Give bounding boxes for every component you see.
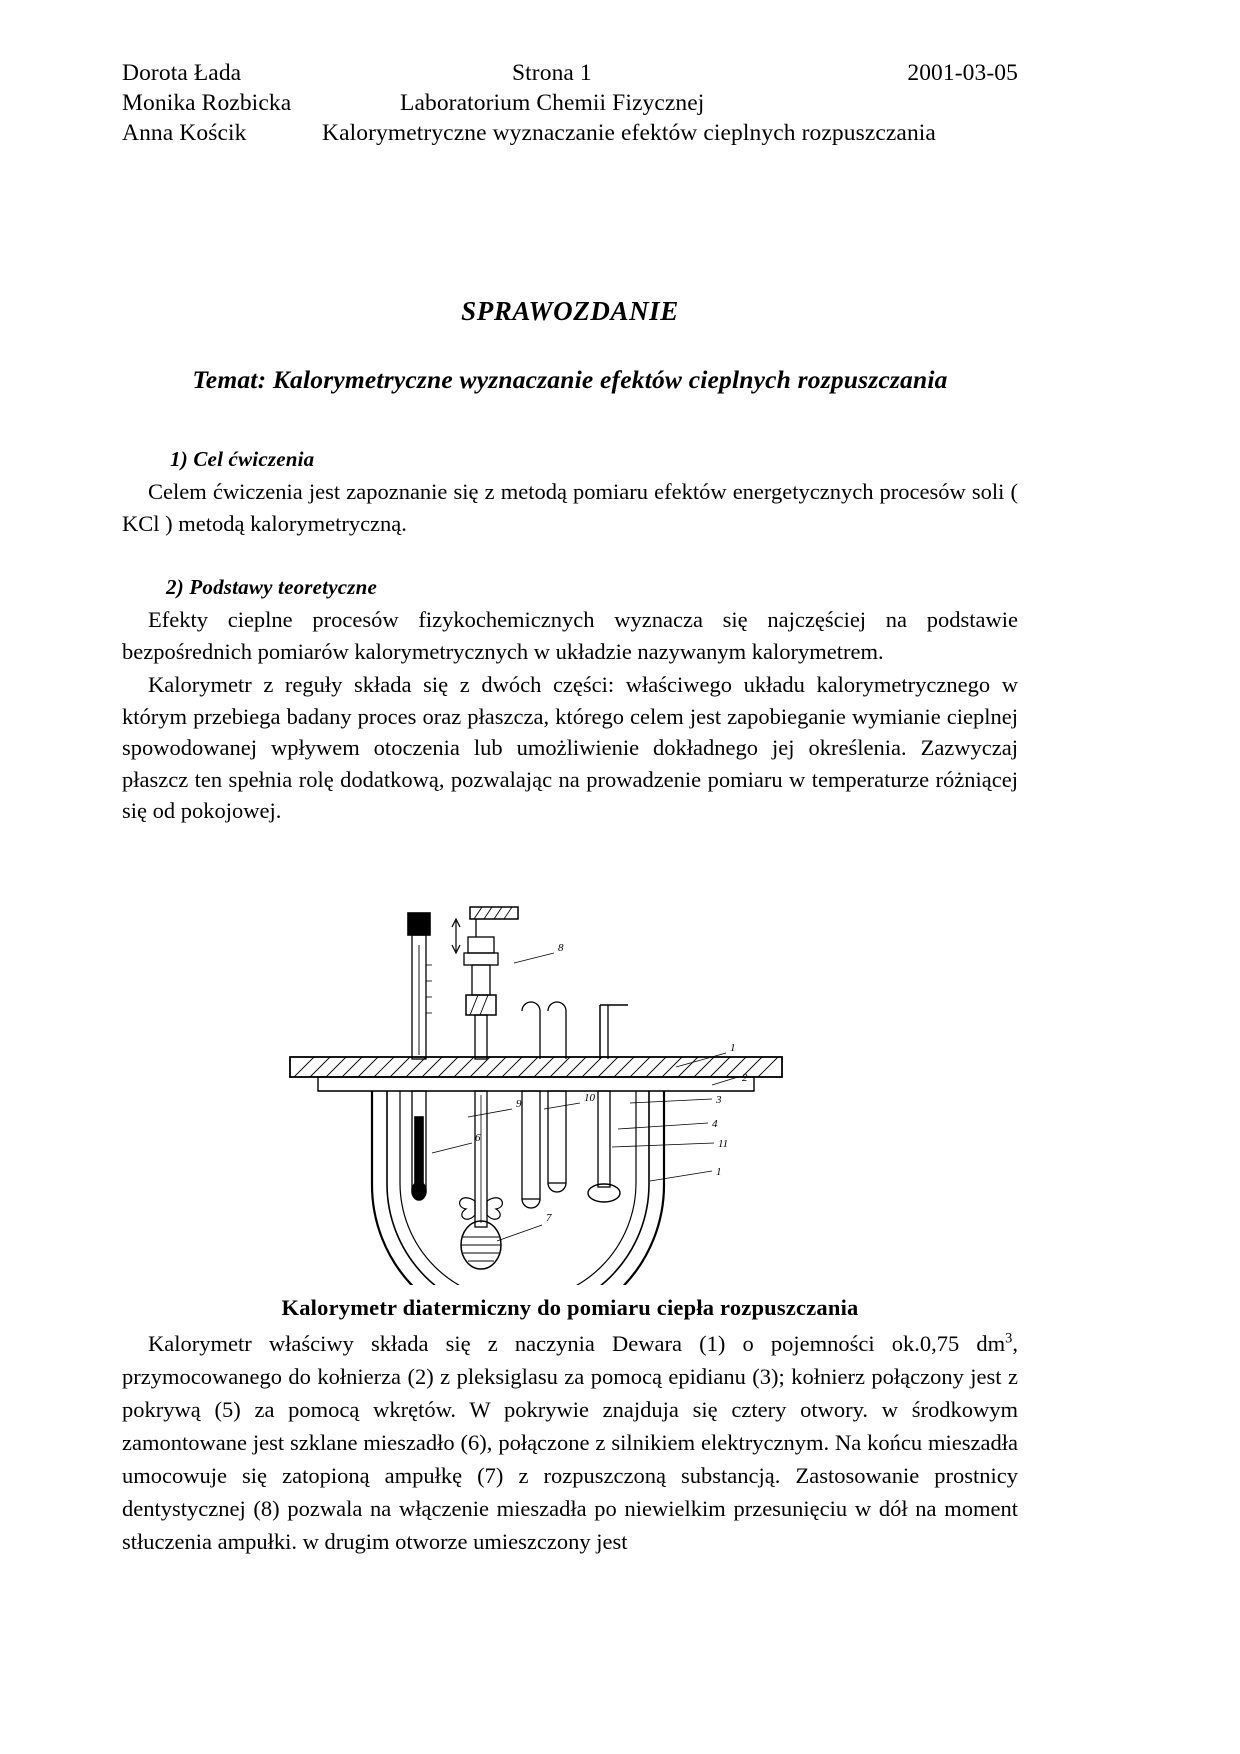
svg-text:11: 11 — [718, 1137, 729, 1150]
calorimeter-figure — [122, 885, 1018, 1321]
closing-rest: przymocowanego do kołnierza (2) z pleksiglasu za pomocą epidianu (3); kołnierz połączony jest z pokrywą (5) za pomocą wkrętów. W pokrywie znajduja się cztery otwory. w środkowym zamontowane jest szklane mieszadło (6), połączone z silnikiem elektrycznym. Na końcu mieszadła umocowuje się zatopioną ampułkę (7) z rozpuszczoną substancją. Zastosowanie prostnicy dentystycznej (8) pozwala na włączenie mieszadła po niewielkim przesunięciu w dół na moment stłuczenia ampułki. w drugim otworze umieszczony jest — [122, 1363, 1018, 1554]
course-name: Laboratorium Chemii Fizycznej — [400, 90, 705, 116]
svg-text:8: 8 — [558, 941, 564, 954]
svg-text:2: 2 — [742, 1071, 748, 1084]
author-name-2: Monika Rozbicka — [122, 90, 292, 116]
svg-text:1: 1 — [730, 1041, 736, 1054]
document-date: 2001-03-05 — [907, 60, 1018, 86]
paragraph: Kalorymetr z reguły składa się z dwóch części: właściwego układu kalorymetrycznego w którym przebiega badany proces oraz płaszcza, którego celem jest zapobieganie wymianie cieplnej spowodowanej wpływem otoczenia lub umożliwienie dokładnego jej określenia. Zazwyczaj płaszcz ten spełnia rolę dodatkową, pozwalając na prowadzenie pomiaru w temperaturze różniącej się od pokojowej. — [122, 672, 1018, 823]
superscript-cubic: 3 — [1005, 1330, 1013, 1346]
paragraph: Celem ćwiczenia jest zapoznanie się z metodą pomiaru efektów energetycznych procesów soli ( KCl ) metodą kalorymetryczną. — [122, 479, 1018, 536]
section-body-1 — [122, 476, 1018, 539]
calorimeter-diagram-icon — [260, 885, 880, 1285]
author-name-1: Dorota Łada — [122, 60, 242, 86]
section-heading-1: 1) Cel ćwiczenia — [170, 447, 315, 471]
svg-text:1: 1 — [716, 1165, 722, 1178]
page-content — [122, 58, 1018, 1558]
header-row-3 — [122, 118, 1018, 148]
figure-caption: Kalorymetr diatermiczny do pomiaru ciepła rozpuszczania — [281, 1294, 859, 1320]
header-row-2 — [122, 88, 1018, 118]
closing-section — [122, 1327, 1018, 1558]
topic-title: Temat: Kalorymetryczne wyznaczanie efektów cieplnych rozpuszczania — [192, 365, 948, 394]
svg-text:4: 4 — [712, 1117, 718, 1130]
svg-text:9: 9 — [516, 1097, 522, 1110]
page-title: SPRAWOZDANIE — [461, 296, 679, 326]
svg-text:6: 6 — [475, 1131, 481, 1144]
closing-line-b: , — [1012, 1330, 1018, 1356]
author-name-3: Anna Kościk — [122, 120, 247, 146]
header-row-1 — [122, 58, 1018, 88]
paragraph: Efekty cieplne procesów fizykochemicznych wyznacza się najczęściej na podstawie bezpośrednich pomiarów kalorymetrycznych w układzie nazywanym kalorymetrem. — [122, 607, 1018, 664]
section-heading-2: 2) Podstawy teoretyczne — [166, 575, 378, 599]
exercise-title: Kalorymetryczne wyznaczanie efektów cieplnych rozpuszczania — [322, 120, 936, 146]
closing-line-a: Kalorymetr właściwy składa się z naczynia Dewara (1) o pojemności ok.0,75 dm — [148, 1330, 1006, 1356]
svg-text:7: 7 — [546, 1211, 552, 1224]
document-header — [122, 58, 1018, 148]
paragraph — [122, 1327, 1018, 1558]
section-body-2 — [122, 604, 1018, 827]
svg-text:10: 10 — [584, 1091, 595, 1104]
svg-text:3: 3 — [716, 1093, 722, 1106]
page-label: Strona 1 — [512, 60, 592, 86]
